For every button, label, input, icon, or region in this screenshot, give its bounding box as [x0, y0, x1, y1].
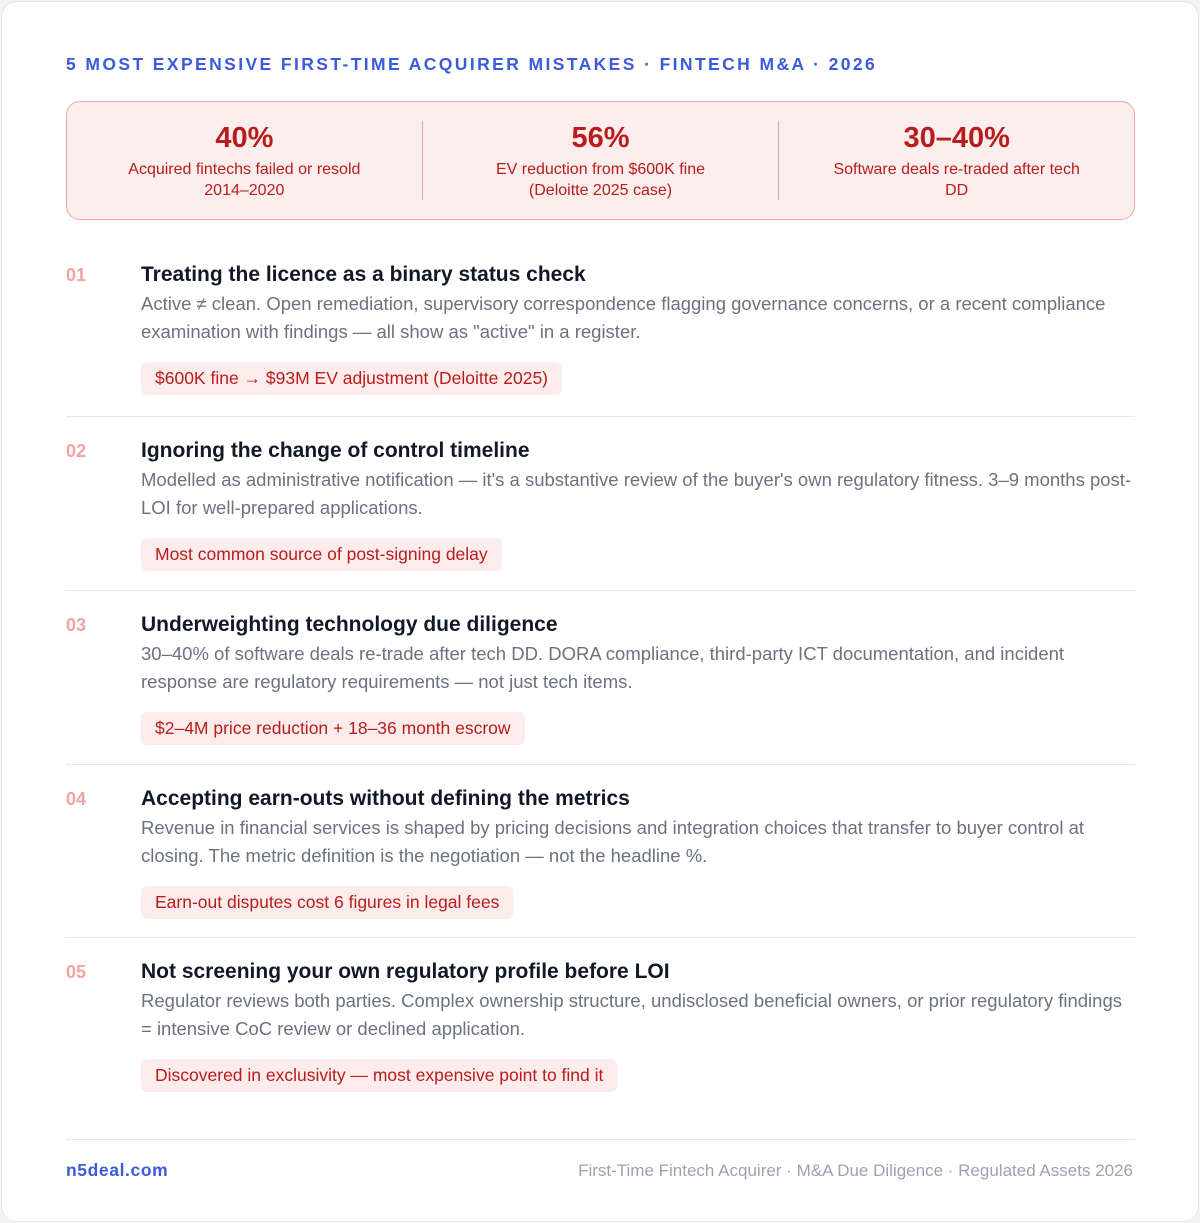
mistake-description: Regulator reviews both parties. Complex ownership structure, undisclosed beneficial owners, or prior regulatory findings = intensive CoC review or declined application.: [141, 990, 1122, 1039]
stat-label: EV reduction from $600K fine (Deloitte 2025 case): [495, 161, 705, 199]
stat-label: Acquired fintechs failed or resold 2014–2020: [128, 161, 361, 199]
mistake-impact-tag: Discovered in exclusivity — most expensive point to find it: [141, 1059, 617, 1092]
mistake-description: 30–40% of software deals re-trade after tech DD. DORA compliance, third-party ICT documentation, and incident response are regulatory requirements — not just tech items.: [141, 643, 1065, 692]
mistake-title: Accepting earn-outs without defining the metrics: [141, 787, 630, 810]
mistake-description: Revenue in financial services is shaped by pricing decisions and integration choices that transfer to buyer control at closing. The metric definition is the negotiation — not the headline %.: [141, 817, 1084, 866]
stats-banner: [66, 101, 1135, 220]
mistake-title: Not screening your own regulatory profile before LOI: [141, 960, 670, 983]
mistake-title: Treating the licence as a binary status check: [141, 263, 586, 286]
footer-meta: First-Time Fintech Acquirer · M&A Due Diligence · Regulated Assets 2026: [578, 1161, 1133, 1180]
mistake-number: 01: [66, 265, 87, 285]
mistake-impact-tag: $600K fine → $93M EV adjustment (Deloitte 2025): [141, 362, 562, 395]
section-divider: [66, 764, 1135, 765]
mistake-number: 03: [66, 615, 87, 635]
infographic-card: [1, 1, 1199, 1222]
mistake-title: Ignoring the change of control timeline: [141, 439, 530, 462]
stat-value: 40%: [215, 122, 274, 154]
stat-value: 56%: [571, 122, 630, 154]
footer-brand-link[interactable]: n5deal.com: [66, 1160, 169, 1180]
mistake-number: 02: [66, 441, 87, 461]
mistake-impact-tag: Earn-out disputes cost 6 figures in legal fees: [141, 886, 513, 919]
mistake-description: Modelled as administrative notification — it's a substantive review of the buyer's own regulatory fitness. 3–9 months post-LOI for well-prepared applications.: [141, 469, 1132, 518]
mistake-description: Active ≠ clean. Open remediation, supervisory correspondence flagging governance concerns, or a recent compliance examination with findings — all show as "active" in a register.: [141, 293, 1106, 342]
section-divider: [66, 937, 1135, 938]
footer-divider: [66, 1139, 1135, 1140]
stat-failed-resold: [67, 102, 422, 219]
mistake-impact-tag: Most common source of post-signing delay: [141, 538, 502, 571]
stat-label: Software deals re-traded after tech DD: [833, 161, 1080, 199]
stat-value: 30–40%: [903, 122, 1010, 154]
section-divider: [66, 416, 1135, 417]
mistake-title: Underweighting technology due diligence: [141, 613, 558, 636]
mistake-number: 04: [66, 789, 87, 809]
section-divider: [66, 590, 1135, 591]
stat-ev-reduction: [423, 102, 778, 219]
mistake-impact-tag: $2–4M price reduction + 18–36 month escrow: [141, 712, 525, 745]
stat-retraded-deals: [779, 102, 1134, 219]
page-title: 5 MOST EXPENSIVE FIRST-TIME ACQUIRER MISTAKES · FINTECH M&A · 2026: [66, 54, 878, 74]
mistake-number: 05: [66, 962, 87, 982]
